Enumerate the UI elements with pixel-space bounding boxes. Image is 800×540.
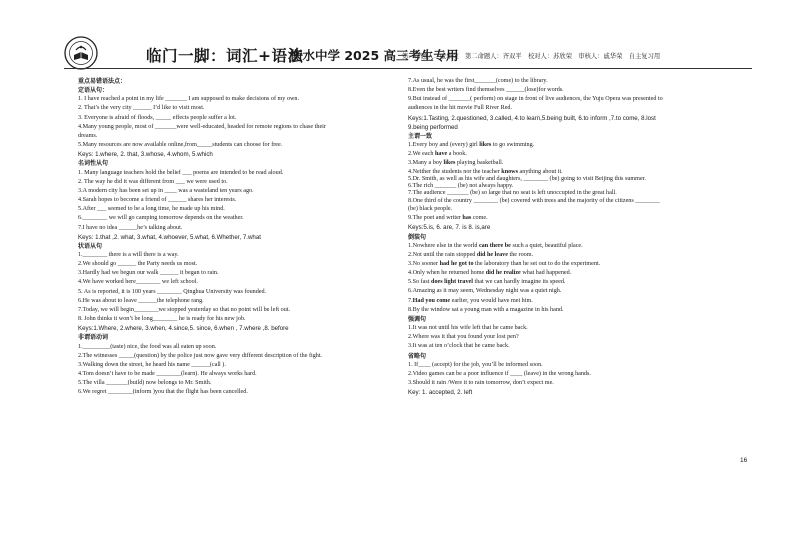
section-heading: 状语从句 [78,242,103,250]
exercise-line: 5.Many resources are now available online,from_____students can choose for free. [78,142,283,149]
exercise-line: 7.I have no idea ______he’s talking about. [78,224,183,231]
section-heading: 重点易错语法点： [78,78,127,85]
exercise-line: 3.Walking down the street, he heard his name ______(call ). [78,361,226,368]
answer-key: Keys:1.Where, 2.where, 3.when, 4.since,5. since, 6.when , 7.where ,8. before [78,325,289,333]
exercise-line: 1.________ there is a will there is a way. [78,251,179,258]
exercise-line: 6.________ we will go camping tomorrow depends on the weather. [78,215,244,222]
exercise-line: 5.So fast does light travel that we can hardly imagine its speed. [408,279,566,286]
exercise-line: 8.One third of the country ________ (be) covered with trees and the majority of the citizens ________ [408,197,660,204]
exercise-line: 4.We have worked here________ we left school. [78,279,198,286]
exercise-line: 4.Neither the students nor the teacher knows anything about it. [408,168,563,175]
exercise-line: 4.Only when he returned home did he realize what had happened. [408,270,572,277]
exercise-line: 4.Many young people, most of _______were well-educated, headed for remote regions to chase their [78,123,326,130]
right-column [408,77,744,397]
exercise-line: 6.We regret ________(inform )you that the flight has been cancelled. [78,389,248,396]
exercise-line: 9.But instead of _______( perform) on stage in front of live audiences, the Yuju Opera was presented to [408,96,663,103]
header-divider [64,68,752,69]
exercise-line: 5.The villa _______(build) now belongs to Mr. Smith. [78,380,212,387]
school-subtitle: 衡水中学 2025 高三考生专用 [290,48,459,63]
exercise-line: 8.Even the best writers find themselves ______(lose)for words. [408,87,564,94]
exercise-line: 3.No sooner had he got to the laboratory than he set out to do the experiment. [408,260,601,267]
exercise-line: 6.He was about to leave ______the telephone rang. [78,297,204,304]
left-column [78,77,380,397]
exercise-line: 7.Today, we will begin________we stopped yesterday so that no point will be left out. [78,306,291,313]
school-emblem-icon [64,36,98,70]
exercise-line: 1.Every boy and (every) girl likes to go swimming. [408,142,535,149]
section-heading: 非谓语动词 [78,334,109,342]
answer-key: 9.being performed [408,123,458,131]
exercise-line: 2.Video games can be a poor influence if ____ (leave) in the wrong hands. [408,370,591,377]
exercise-line: 7.Had you come earlier, you would have met him. [408,297,533,304]
exercise-line: 1.Nowhere else in the world can there be such a quiet, beautiful place. [408,242,583,249]
exercise-line: 3.A modern city has been set up in ____ was a wasteland ten years ago. [78,187,254,194]
exercise-line: 1.It was not until his wife left that he came back. [408,325,528,332]
exercise-line: 2.Not until the rain stopped did he leave the room. [408,251,534,258]
exercise-line: 3.Many a boy likes playing basketball. [408,160,504,167]
exercise-line: 2.We should go ______ the Party needs us most. [78,261,198,268]
exercise-line: 3. Everyone is afraid of floods, _____ effects people suffer a lot. [78,114,237,121]
credits-line: 第一命题人：戚华荣 第二命题人：齐双平 校对人：苏欣荣 审核人：戚华荣 自主复习用 [402,53,661,60]
exercise-line: 6.Amazing as it may seem, Wednesday night was a quiet nigh. [408,288,562,295]
exercise-line: 8. John thinks it won’t be long________ he is ready for his new job. [78,316,246,323]
section-heading: 省略句 [408,352,427,360]
exercise-line: 2.We each have a book. [408,151,467,158]
answer-key: Keys:1.Tasting, 2.questioned, 3.called, 4.to learn,5.being built, 6.to inform ,7.to come, 8.lost [408,114,656,122]
exercise-line: 8.By the window sat a young man with a magazine in his hand. [408,306,564,313]
exercise-line: 5.After ___ seemed to be a long time, he made up his mind. [78,206,225,213]
exercise-line: 4.Tom doesn’t have to be made ________(learn). He always works hard. [78,371,257,377]
exercise-line: 3.It was at ten o’clock that he came back. [408,343,510,350]
page-title: 临门一脚：词汇+语法 [146,47,304,65]
section-heading: 倒装句 [408,233,427,241]
exercise-line: 1. If____ (accept) for the job, you’ll be informed soon. [408,361,543,368]
exercise-line: 6.The rich _______ (be) not always happy. [408,183,514,190]
exercise-line: 4.Sarah hopes to become a friend of ______ shares her interests. [78,197,237,204]
exercise-line: 1. Many language teachers hold the belief ___ poems are intended to be read aloud. [78,169,284,176]
answer-key: Key: 1. accepted, 2. left [408,389,473,397]
exercise-line: audiences in the hit movie Full River Red. [408,105,513,112]
exercise-line: 2.Where was it that you found your lost pen? [408,334,519,341]
exercise-line: 7.As usual, he was the first_______(come) to the library. [408,78,548,84]
exercise-line: 9.The poet and writer has come. [408,215,488,222]
exercise-line: 2.The witnesses _____(question) by the police just now gave very different description of the fight. [78,352,323,359]
section-heading: 强调句 [408,315,427,323]
exercise-line: 7.The audience _______ (be) so large that no seat is left unoccupied in the great hall. [408,190,617,197]
exercise-line: 1. I have reached a point in my life _______ I am supposed to make decisions of my own. [78,96,300,103]
exercise-line: 3.Should it rain /Were it to rain tomorrow, don’t expect me. [408,380,554,387]
exercise-line: 1._________(taste) nice, the food was all eaten up soon. [78,343,217,350]
answer-key: Keys:5.is, 6. are, 7. is 8. is,are [408,224,491,232]
page-number: 16 [740,457,748,464]
exercise-line: 5.Dr. Smith, as well as his wife and daughters, ________ (be) going to visit Beijing this summer. [408,175,646,182]
exercise-line: 3.Hardly had we begun our walk ______ it began to rain. [78,270,219,277]
exercise-line: 2. That’s the very city ______ I’d like to visit most. [78,105,205,112]
answer-key: Keys: 1.that ,2. what, 3.what, 4.whoever, 5.what, 6.Whether, 7.what [78,233,261,241]
answer-key: Keys: 1.where, 2. that, 3.whose, 4.whom, 5.which [78,151,213,159]
exercise-line: 2. The way he did it was different from ___ we were used to. [78,178,228,185]
section-heading: 定语从句： [78,87,109,95]
section-heading: 主谓一致 [408,132,433,140]
exercise-line: dreams. [78,132,98,139]
section-heading: 名词性从句 [78,160,109,168]
exercise-line: 5. As is reported, it is 100 years ________ Qinghua University was founded. [78,288,267,295]
exercise-line: (be) black people. [408,206,453,213]
